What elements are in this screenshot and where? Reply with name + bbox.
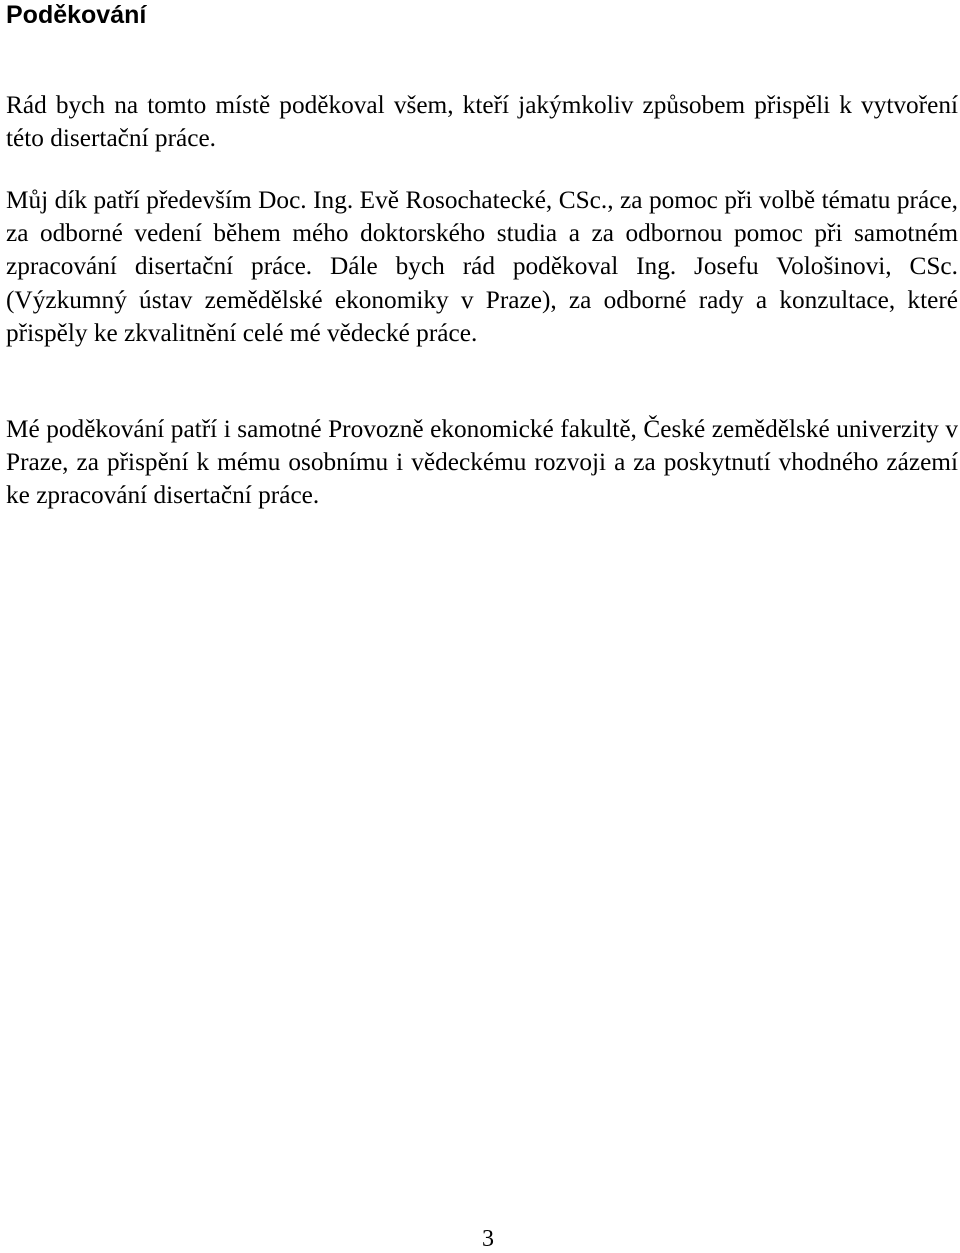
paragraph-faculty-thanks: Mé poděkování patří i samotné Provozně ekonomické fakultě, České zemědělské univerzity v Praze, za přispění k mému osobnímu i vědeckému rozvoji a za poskytnutí vhodného zázemí ke zpracování disertační práce.	[6, 415, 958, 510]
document-page	[6, 0, 960, 1252]
paragraph-supervisor-thanks: Můj dík patří především Doc. Ing. Evě Rosochatecké, CSc., za pomoc při volbě tématu práce, za odborné vedení během mého doktorského studia a za odbornou pomoc při samotném zpracování disertační práce. Dále bych rád poděkoval Ing. Josefu Vološinovi, CSc. (Výzkumný ústav zemědělské ekonomiky v Praze), za odborné rady a konzultace, které přispěly ke zkvalitnění celé mé vědecké práce.	[6, 186, 958, 347]
page-heading: Poděkování	[6, 1, 147, 29]
page-number: 3	[482, 1226, 494, 1252]
paragraph-intro: Rád bych na tomto místě poděkoval všem, kteří jakýmkoliv způsobem přispěli k vytvoření této disertační práce.	[6, 91, 958, 153]
